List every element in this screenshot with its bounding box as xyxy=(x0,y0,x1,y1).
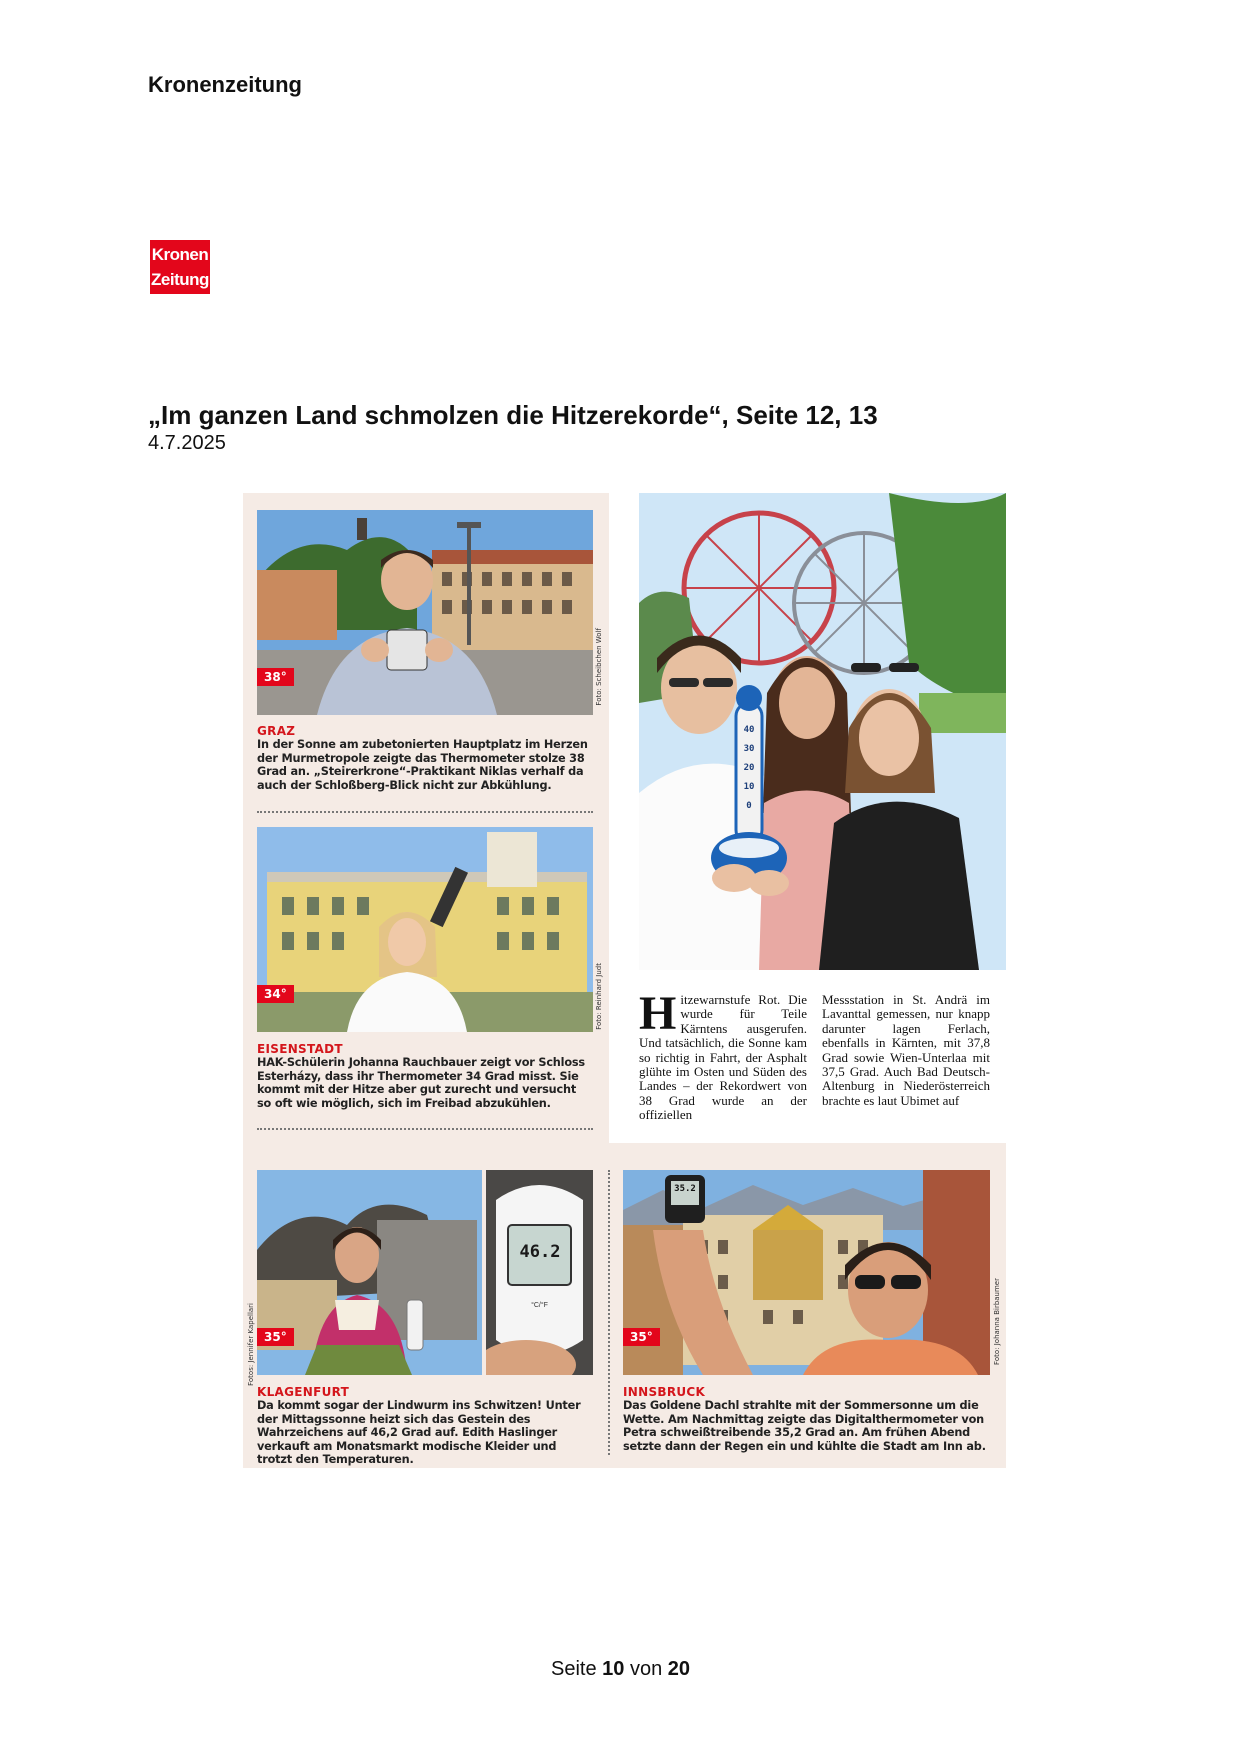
vienna-prater-photo xyxy=(639,493,1006,970)
klagenfurt-display-value: 46.2 xyxy=(519,1242,561,1262)
graz-caption: In der Sonne am zubetonierten Hauptplatz im Herzen der Murmetropole zeigte das Thermometer stolze 38 Grad an. „Steirerkrone“-Praktikant Niklas verhalf da auch der Schloßberg-Blick nicht zur Abkühlung. xyxy=(257,738,588,792)
klagenfurt-photo-credit: Fotos: Jennifer Kapellari xyxy=(247,1303,255,1386)
innsbruck-caption: Das Goldene Dachl strahlte mit der Sommersonne um die Wette. Am Nachmittag zeigte das Digitalthermometer von Petra schweißtreibende 35,2 Grad an. Am frühen Abend setzte dann der Regen ein und kühlte die Stadt am Inn ab. xyxy=(623,1399,986,1453)
klagenfurt-temperature-badge: 35° xyxy=(257,1328,294,1346)
graz-city-label: GRAZ xyxy=(257,724,296,738)
thermo-tick: 10 xyxy=(743,782,755,792)
eisenstadt-city-label: EISENSTADT xyxy=(257,1042,343,1056)
article-date: 4.7.2025 xyxy=(148,432,226,454)
kronen-zeitung-logo xyxy=(150,240,210,294)
article-headline: „Im ganzen Land schmolzen die Hitzerekorde“, Seite 12, 13 xyxy=(148,400,878,430)
page-total: 20 xyxy=(667,1658,691,1680)
thermo-tick: 30 xyxy=(743,744,755,754)
article-col2-text: Messstation in St. Andrä im Lavanttal gemessen, nur knapp darunter lagen Ferlach, ebenfalls in Kärnten, mit 37,8 Grad sowie Wien-Unterlaa mit 37,5 Grad. Auch Bad Deutsch-Altenburg in Niederösterreich brachte es laut Ubimet auf xyxy=(822,992,990,1108)
thermo-tick: 0 xyxy=(746,801,752,811)
page-prefix: Seite xyxy=(550,1658,597,1680)
article-column-2 xyxy=(822,993,990,1108)
graz-divider xyxy=(257,811,593,813)
bottom-column-divider xyxy=(608,1170,610,1455)
vienna-thermometer-scale xyxy=(739,721,759,816)
newspaper-clipping xyxy=(243,493,1006,1468)
graz-photo xyxy=(257,510,593,715)
thermo-tick: 40 xyxy=(743,725,755,735)
article-column-1 xyxy=(639,987,807,1123)
innsbruck-photo-credit: Foto: Johanna Birbaumer xyxy=(993,1278,1001,1365)
klagenfurt-infrared-thermometer-photo xyxy=(486,1170,593,1375)
thermo-tick: 20 xyxy=(743,763,755,773)
article-col1-text: itzewarnstufe Rot. Die wurde für Teile Kärntens ausgerufen. Und tatsächlich, die Sonne kam so richtig in Fahrt, der Asphalt glühte im Osten und Süden des Landes – der Rekordwert von 38 Grad wurde an der offiziellen xyxy=(639,992,807,1123)
publication-name: Kronenzeitung xyxy=(148,72,302,97)
klagenfurt-city-label: KLAGENFURT xyxy=(257,1385,350,1399)
eisenstadt-temperature-badge: 34° xyxy=(257,985,294,1003)
innsbruck-city-label: INNSBRUCK xyxy=(623,1385,706,1399)
eisenstadt-photo xyxy=(257,827,593,1032)
page-current: 10 xyxy=(602,1658,625,1680)
klagenfurt-display-unit: °C/°F xyxy=(531,1302,548,1309)
page-middle: von xyxy=(629,1658,663,1680)
innsbruck-goldenes-dachl-photo xyxy=(623,1170,990,1375)
innsbruck-display-value: 35.2 xyxy=(674,1184,696,1194)
eisenstadt-divider xyxy=(257,1128,593,1130)
eisenstadt-photo-credit: Foto: Reinhard Judt xyxy=(595,963,603,1030)
logo-line-1: Kronen xyxy=(151,245,209,264)
klagenfurt-caption: Da kommt sogar der Lindwurm ins Schwitzen! Unter der Mittagssonne heizt sich das Gestein des Wahrzeichens auf 46,2 Grad auf. Edith Haslinger verkauft am Monatsmarkt modische Kleider und trotzt den Temperaturen. xyxy=(257,1399,581,1467)
graz-temperature-badge: 38° xyxy=(257,668,294,686)
eisenstadt-caption: HAK-Schülerin Johanna Rauchbauer zeigt vor Schloss Esterházy, dass ihr Thermometer 34 Grad misst. Sie kommt mit der Hitze aber gut zurecht und versucht so oft wie möglich, sich im Freibad abzukühlen. xyxy=(257,1056,585,1110)
graz-photo-credit: Foto: Scheibchen Wolf xyxy=(595,628,603,706)
page-number xyxy=(0,1658,1241,1681)
innsbruck-temperature-badge: 35° xyxy=(623,1328,660,1346)
logo-line-2: Zeitung xyxy=(151,270,209,289)
article-dropcap: H xyxy=(639,987,677,1040)
